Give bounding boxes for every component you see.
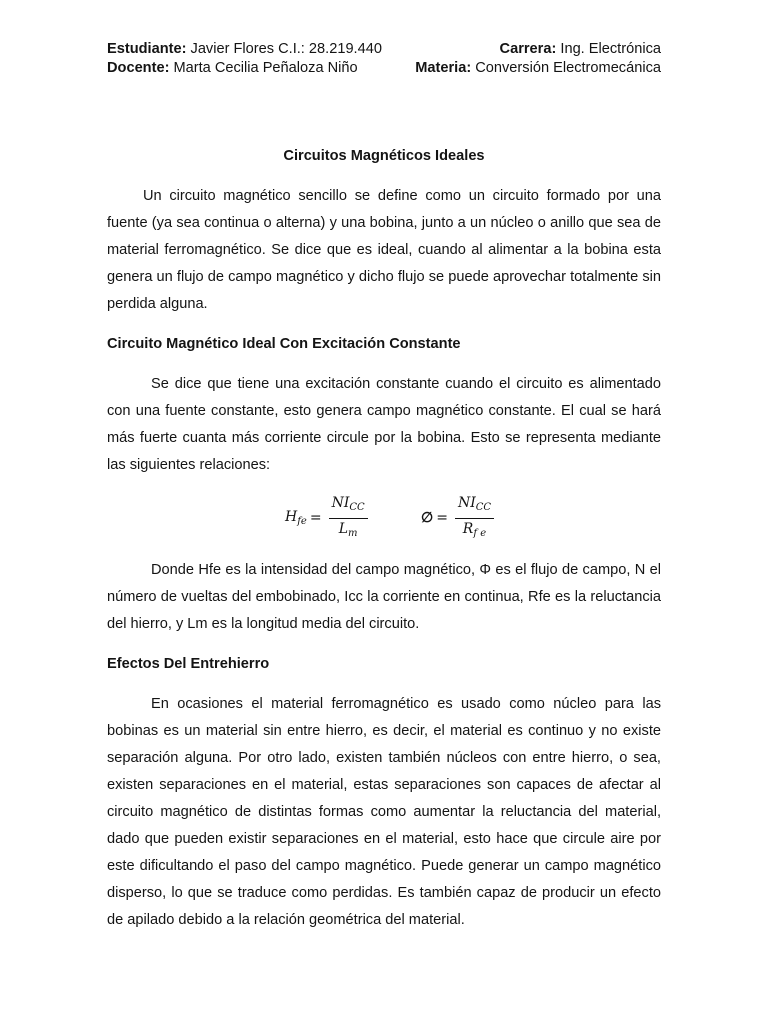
paragraph-definitions: Donde Hfe es la intensidad del campo magnético, Φ es el flujo de campo, N el número de vueltas del embobinado, Icc la corriente en continua, Rfe es la reluctancia del hierro, y Lm es la longitud media del circuito.: [107, 562, 661, 632]
career-value: Ing. Electrónica: [556, 41, 661, 57]
career-info: [500, 40, 661, 59]
formula-field-intensity: [285, 493, 368, 543]
formula-1-numerator: [329, 493, 368, 519]
formula-2-den-symbol: R: [462, 520, 474, 537]
formula-2-fraction: [455, 493, 494, 544]
formula-1-num-symbol: NI: [331, 494, 350, 511]
header-row-1: [107, 40, 661, 59]
formula-1-lhs-sub: fe: [297, 516, 307, 527]
document-title: Circuitos Magnéticos Ideales: [283, 148, 485, 164]
formula-2-numerator: [455, 493, 494, 519]
formula-1-lhs-symbol: H: [285, 509, 298, 525]
subject-info: [415, 59, 661, 78]
formula-flux: [421, 493, 494, 543]
formulas: [107, 493, 661, 543]
formula-2-num-sub: CC: [475, 501, 492, 513]
paragraph-intro: Un circuito magnético sencillo se define como un circuito formado por una fuente (ya sea continua o alterna) y una bobina, junto a un núcleo o anillo que sea de material ferromagnético. Se dice que es ideal, cuando al alimentar a la bobina esta genera un flujo de campo magnético y dicho flujo se puede aprovechar totalmente sin perdida alguna.: [107, 188, 661, 312]
student-value: Javier Flores C.I.: 28.219.440: [186, 41, 382, 57]
teacher-value: Marta Cecilia Peñaloza Niño: [169, 60, 358, 76]
formula-1-denominator: [336, 519, 361, 544]
formula-1-equals: =: [309, 510, 322, 526]
formula-2-num-symbol: NI: [457, 494, 476, 511]
formula-1-den-symbol: L: [338, 520, 349, 537]
subject-label: Materia:: [415, 60, 472, 76]
formula-1-den-sub: m: [348, 527, 358, 539]
paragraph-air-gap: En ocasiones el material ferromagnético es usado como núcleo para las bobinas es un material sin entre hierro, es decir, el material es continuo y no existe separación alguna. Por otro lado, existen también núcleos con entre hierro, o sea, existen separaciones en el material, estas separaciones son capaces de afectar al circuito magnético de distintas formas como aumentar la reluctancia del material, dado que pueden existir separaciones en el material, esto hace que circule aire por este dificultando el paso del campo magnético. Puede generar un campo magnético disperso, lo que se traduce como perdidas. Es también capaz de producir un efecto de apilado debido a la relación geométrica del material.: [107, 696, 661, 928]
student-info: [107, 40, 382, 59]
formula-1-num-sub: CC: [349, 501, 365, 513]
section-heading-air-gap: Efectos Del Entrehierro: [107, 656, 270, 672]
section-heading-constant-excitation: Circuito Magnético Ideal Con Excitación Constante: [107, 336, 461, 352]
teacher-info: [107, 59, 358, 78]
formula-2-denominator: [460, 519, 489, 544]
paragraph-constant-excitation: Se dice que tiene una excitación constante cuando el circuito es alimentado con una fuente constante, esto genera campo magnético constante. El cual se hará más fuerte cuanta más corriente circule por la bobina. Esto se representa mediante las siguientes relaciones:: [107, 376, 661, 473]
formula-1-lhs: [285, 509, 307, 527]
document-page: [107, 40, 661, 934]
header-row-2: [107, 59, 661, 78]
student-label: Estudiante:: [107, 41, 187, 57]
formula-2-equals: =: [436, 510, 448, 526]
formula-2-den-sub: f e: [473, 527, 487, 539]
formula-1-fraction: [329, 493, 368, 544]
career-label: Carrera:: [499, 41, 557, 57]
subject-value: Conversión Electromecánica: [471, 60, 661, 76]
teacher-label: Docente:: [107, 60, 170, 76]
formula-2-lhs: ∅: [421, 510, 434, 526]
